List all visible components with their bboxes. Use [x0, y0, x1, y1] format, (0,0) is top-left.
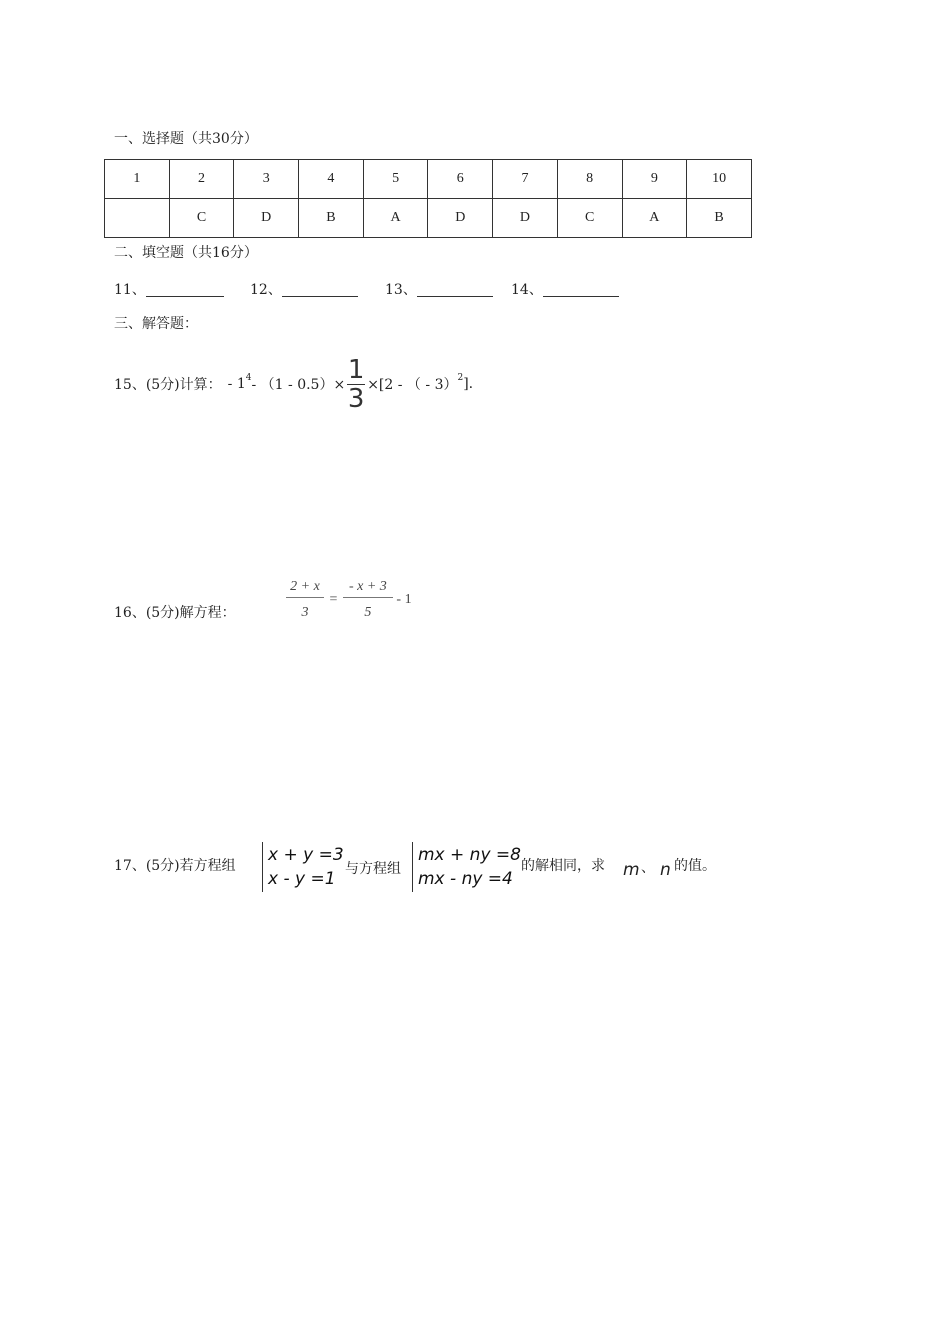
- table-cell: D: [234, 199, 299, 238]
- blank-label: 11、: [114, 282, 146, 298]
- system-2: [418, 843, 521, 891]
- q16-rhs-fraction: [343, 580, 393, 620]
- q15-frac-num: 1: [347, 354, 365, 385]
- q15-expr-a: - 1: [227, 376, 246, 392]
- system-1: [268, 843, 344, 891]
- table-cell: 5: [363, 160, 428, 199]
- q16-lhs-num: 2 + x: [290, 579, 320, 594]
- section-fill-heading: 二、填空题（共16分）: [114, 245, 258, 261]
- q15-exponent-a: 4: [245, 373, 252, 383]
- answer-table: [104, 159, 752, 238]
- q17-label: 17、(5分)若方程组: [114, 858, 236, 874]
- system-1-line-2: x - y =1: [268, 869, 336, 889]
- q16-tail: - 1: [396, 592, 412, 607]
- var-n: n: [660, 860, 671, 880]
- q16-lhs-den: 3: [301, 605, 309, 620]
- table-cell: 7: [493, 160, 558, 199]
- brace-left-2: [412, 842, 413, 892]
- q17-mid-text: 与方程组: [345, 861, 401, 877]
- q16-rhs-den: 5: [364, 605, 372, 620]
- system-1-line-1: x + y =3: [268, 845, 344, 865]
- table-cell: A: [622, 199, 687, 238]
- table-answer-row: [105, 199, 752, 238]
- table-cell: B: [299, 199, 364, 238]
- table-cell: 10: [687, 160, 752, 199]
- blank-13: [385, 279, 493, 299]
- question-15: [114, 356, 473, 412]
- table-cell: 8: [557, 160, 622, 199]
- table-cell: 9: [622, 160, 687, 199]
- table-cell: D: [428, 199, 493, 238]
- q16-lhs-fraction: [286, 580, 324, 620]
- table-cell: C: [169, 199, 234, 238]
- table-cell: 6: [428, 160, 493, 199]
- table-cell: B: [687, 199, 752, 238]
- q15-frac-den: 3: [347, 383, 365, 414]
- q15-expr-d: ].: [463, 376, 474, 392]
- section-choice-heading: 一、选择题（共30分）: [114, 131, 258, 147]
- q17-separator: 、: [641, 860, 655, 876]
- system-2-line-2: mx - ny =4: [418, 869, 513, 889]
- blank-line[interactable]: [543, 282, 619, 297]
- q15-label: 15、(5分)计算：: [114, 377, 222, 393]
- blank-line[interactable]: [282, 282, 358, 297]
- table-header-row: [105, 160, 752, 199]
- table-cell: 3: [234, 160, 299, 199]
- q15-expr-c: ×[2 - （ - 3）: [367, 377, 458, 393]
- table-cell: 1: [105, 160, 170, 199]
- table-cell: D: [493, 199, 558, 238]
- blank-label: 12、: [250, 282, 282, 298]
- table-cell: A: [363, 199, 428, 238]
- q15-fraction: [347, 354, 365, 414]
- q17-after-text: 的解相同，求: [521, 858, 605, 874]
- blank-14: [511, 279, 619, 299]
- table-cell: 2: [169, 160, 234, 199]
- blank-12: [250, 279, 358, 299]
- blank-line[interactable]: [417, 282, 493, 297]
- blank-label: 13、: [385, 282, 417, 298]
- q16-equals: =: [329, 592, 338, 607]
- q16-equation: [286, 580, 412, 620]
- system-2-line-1: mx + ny =8: [418, 845, 521, 865]
- table-cell: C: [557, 199, 622, 238]
- q16-rhs-num: - x + 3: [348, 579, 387, 594]
- var-m: m: [623, 860, 640, 880]
- section-solve-heading: 三、解答题：: [114, 316, 198, 332]
- blank-line[interactable]: [146, 282, 224, 297]
- table-cell: [105, 199, 170, 238]
- table-cell: 4: [299, 160, 364, 199]
- blank-label: 14、: [511, 282, 543, 298]
- q15-exponent-c: 2: [457, 373, 464, 383]
- brace-left-1: [262, 842, 263, 892]
- blank-11: [114, 279, 224, 299]
- q17-end-text: 的值。: [674, 858, 716, 874]
- q15-expr-b: - （1 - 0.5）×: [251, 377, 346, 393]
- q16-label: 16、(5分)解方程：: [114, 605, 236, 621]
